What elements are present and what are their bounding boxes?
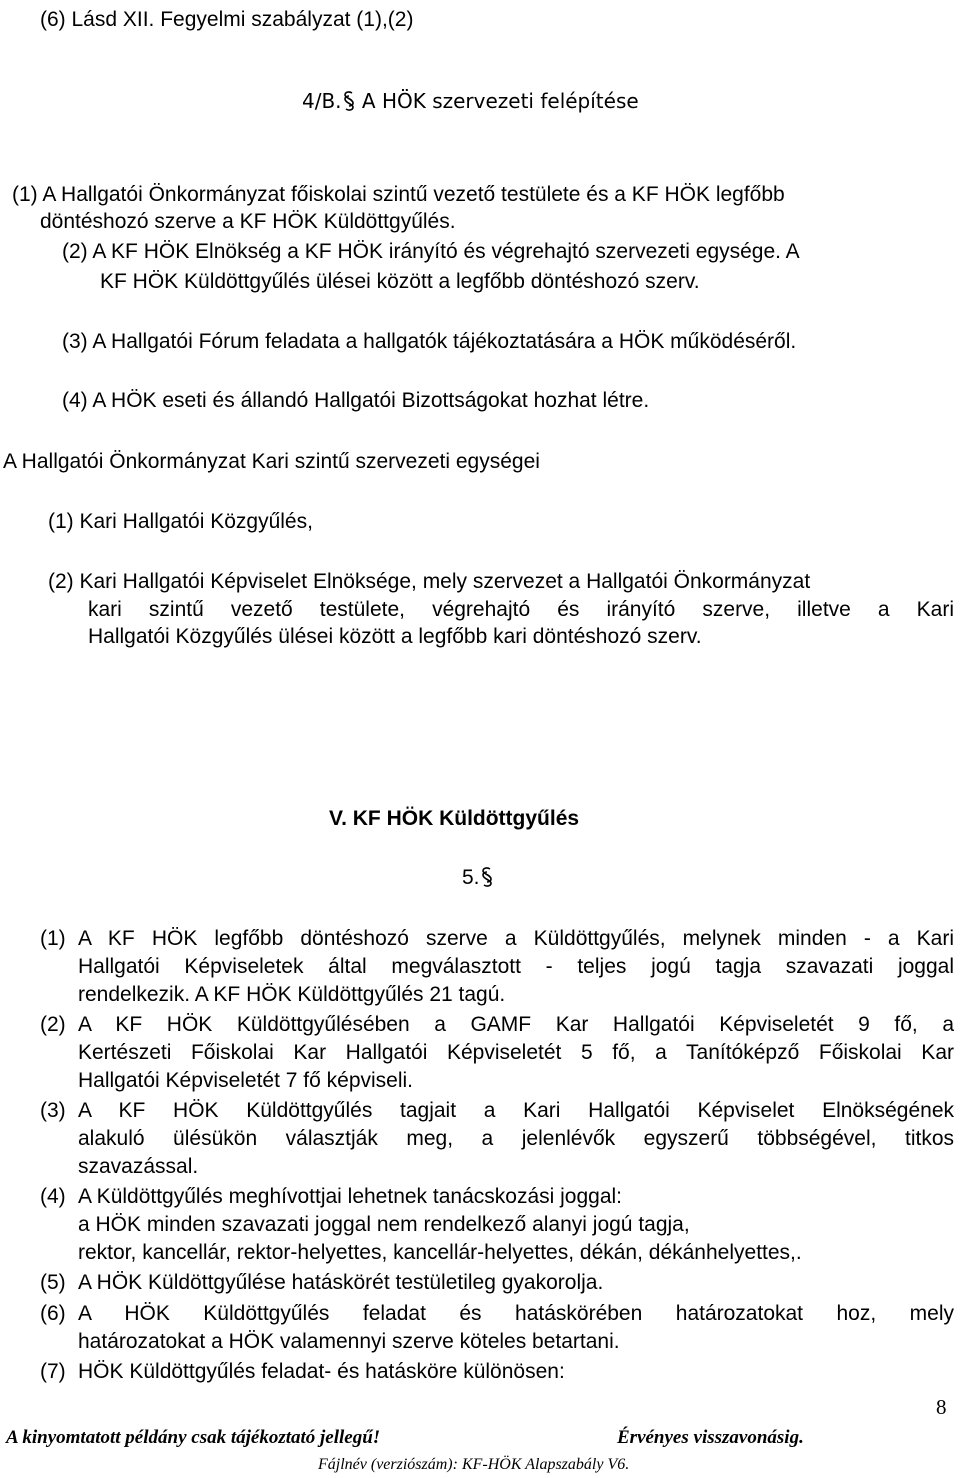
section-4b-heading — [302, 88, 639, 115]
kari-heading: A Hallgatói Önkormányzat Kari szintű szervezeti egységei — [3, 450, 540, 473]
kgy-p3-num: (3) — [40, 1099, 66, 1122]
kgy-p4-line3: rektor, kancellár, rektor-helyettes, kancellár-helyettes, dékán, dékánhelyettes,. — [78, 1241, 802, 1264]
section-5-number: 5. — [462, 866, 480, 889]
kgy-p1-line2: Hallgatói Képviseletek által megválasztott - teljes jogú tagja szavazati joggal — [78, 955, 954, 978]
hok-p3: (3) A Hallgatói Fórum feladata a hallgatók tájékoztatására a HÖK működéséről. — [62, 330, 797, 353]
kgy-p3-line3: szavazással. — [78, 1155, 199, 1178]
kari-item2-line1: (2) Kari Hallgatói Képviselet Elnöksége, mely szervezet a Hallgatói Önkormányzat — [48, 570, 811, 593]
kgy-p1-line3: rendelkezik. A KF HÖK Küldöttgyűlés 21 tagú. — [78, 983, 506, 1006]
section-sign-icon — [480, 866, 494, 888]
kgy-p2-line1: A KF HÖK Küldöttgyűlésében a GAMF Kar Hallgatói Képviseletét 9 fő, a — [78, 1013, 954, 1036]
page-number: 8 — [936, 1395, 947, 1419]
kgy-p4-line1: A Küldöttgyűlés meghívottjai lehetnek tanácskozási joggal: — [78, 1185, 623, 1208]
kgy-p2-line3: Hallgatói Képviseletét 7 fő képviseli. — [78, 1069, 414, 1092]
kgy-p4-num: (4) — [40, 1185, 66, 1208]
kgy-p6-line1: A HÖK Küldöttgyűlés feladat és hatáskörében határozatokat hoz, mely — [78, 1302, 954, 1325]
kgy-p2-line2: Kertészeti Főiskolai Kar Hallgatói Képviseletét 5 fő, a Tanítóképző Főiskolai Kar — [78, 1041, 954, 1064]
hok-p4: (4) A HÖK eseti és állandó Hallgatói Bizottságokat hozhat létre. — [62, 389, 650, 412]
kgy-p3-line2: alakuló ülésükön választják meg, a jelenlévők egyszerű többségével, titkos — [78, 1127, 954, 1150]
kgy-p5-num: (5) — [40, 1271, 66, 1294]
kgy-p3-line1: A KF HÖK Küldöttgyűlés tagjait a Kari Hallgatói Képviselet Elnökségének — [78, 1099, 954, 1122]
kgy-p6-num: (6) — [40, 1302, 66, 1325]
kari-item2-line3: Hallgatói Közgyűlés ülései között a legfőbb kari döntéshozó szerv. — [88, 625, 702, 648]
kgy-p1-num: (1) — [40, 927, 66, 950]
section-sign-icon — [342, 90, 356, 112]
kgy-p7-num: (7) — [40, 1360, 66, 1383]
kgy-p6-line2: határozatokat a HÖK valamennyi szerve köteles betartani. — [78, 1330, 620, 1353]
kari-item2-line2: kari szintű vezető testülete, végrehajtó és irányító szerve, illetve a Kari — [88, 598, 954, 621]
kgy-p2-num: (2) — [40, 1013, 66, 1036]
kgy-p1-line1: A KF HÖK legfőbb döntéshozó szerve a Küldöttgyűlés, melynek minden - a Kari — [78, 927, 954, 950]
hok-p1-line1: (1) A Hallgatói Önkormányzat főiskolai szintű vezető testülete és a KF HÖK legfőbb — [12, 183, 785, 206]
footer-left-note: A kinyomtatott példány csak tájékoztató jellegű! — [6, 1427, 381, 1448]
hok-p2-line1: (2) A KF HÖK Elnökség a KF HÖK irányító és végrehajtó szervezeti egysége. A — [62, 240, 800, 263]
section-5-heading — [462, 864, 494, 891]
kari-item1: (1) Kari Hallgatói Közgyűlés, — [48, 510, 313, 533]
section-4b-title: A HÖK szervezeti felépítése — [361, 89, 639, 113]
footer-right-note: Érvényes visszavonásig. — [617, 1427, 804, 1448]
kgy-p4-line2: a HÖK minden szavazati joggal nem rendelkező alanyi jogú tagja, — [78, 1213, 690, 1236]
top-reference: (6) Lásd XII. Fegyelmi szabályzat (1),(2) — [40, 8, 414, 31]
section-4b-prefix: 4/B. — [302, 89, 342, 113]
hok-p2-line2: KF HÖK Küldöttgyűlés ülései között a legfőbb döntéshozó szerv. — [100, 270, 700, 293]
chapter-v-title: V. KF HÖK Küldöttgyűlés — [329, 807, 580, 830]
hok-p1-line2: döntéshozó szerve a KF HÖK Küldöttgyűlés. — [40, 210, 456, 233]
footer-filename: Fájlnév (verziószám): KF-HÖK Alapszabály V6. — [318, 1456, 630, 1473]
kgy-p7-line1: HÖK Küldöttgyűlés feladat- és hatásköre különösen: — [78, 1360, 565, 1383]
kgy-p5-line1: A HÖK Küldöttgyűlése hatáskörét testületileg gyakorolja. — [78, 1271, 604, 1294]
